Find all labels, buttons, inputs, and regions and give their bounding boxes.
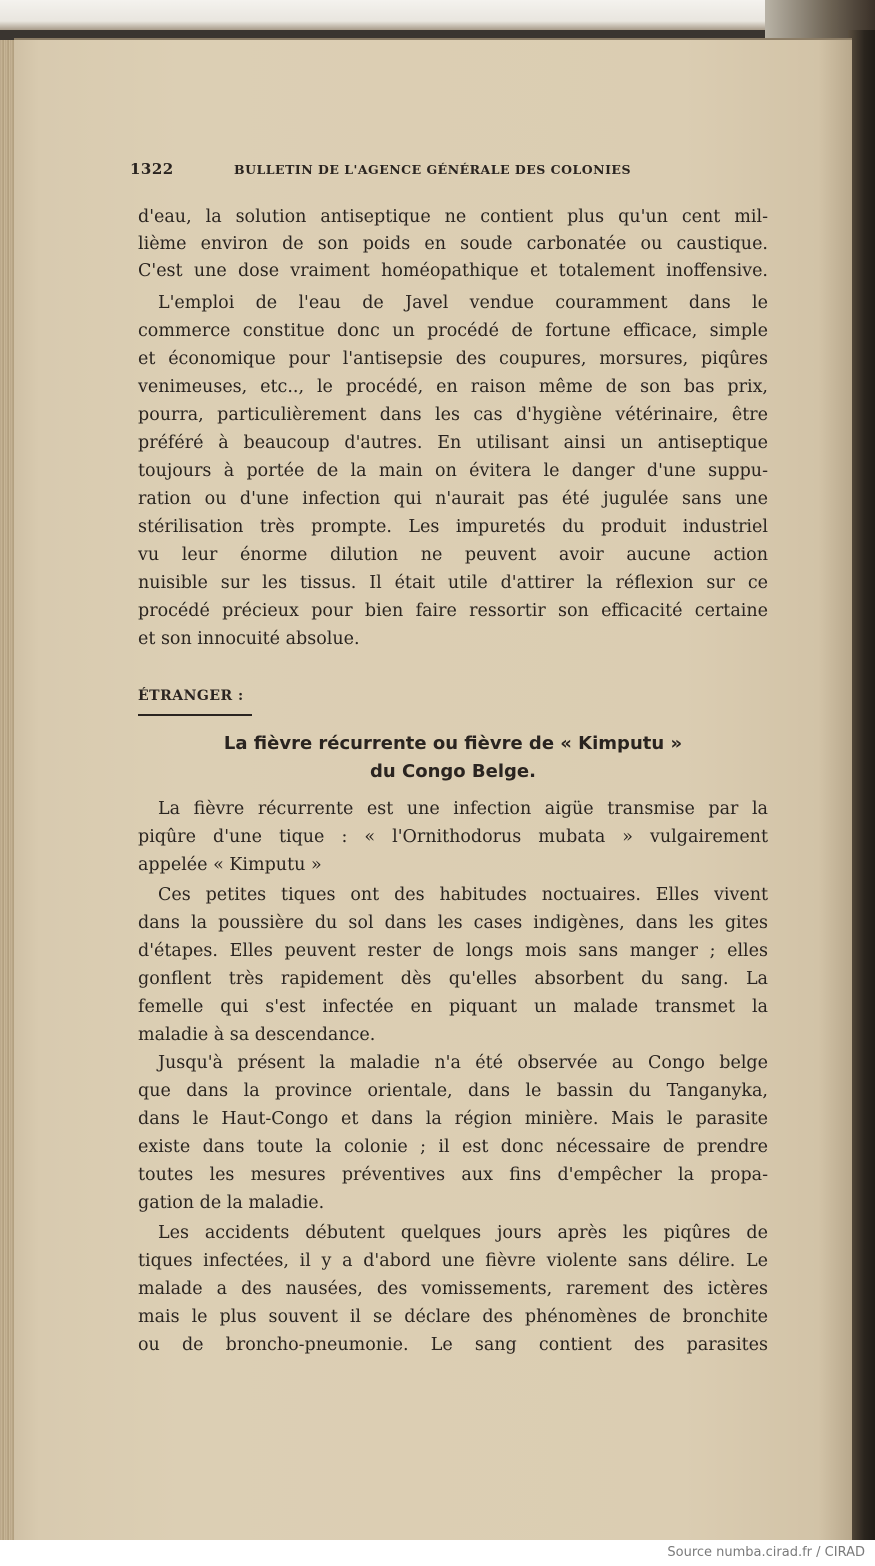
text-line: appelée « Kimputu »	[138, 855, 322, 875]
text-line: piqûre d'une tique : « l'Ornithodorus mubata » vulgairement	[138, 827, 768, 847]
text-line: C'est une dose vraiment homéopathique et totalement inoffensive.	[138, 261, 768, 281]
text-line: commerce constitue donc un procédé de fortune efficace, simple	[138, 321, 768, 341]
article-title-line2: du Congo Belge.	[370, 761, 536, 782]
text-line: tiques infectées, il y a d'abord une fièvre violente sans délire. Le	[138, 1251, 768, 1271]
text-line: maladie à sa descendance.	[138, 1025, 376, 1045]
scanner-bed-top	[0, 0, 875, 30]
text-line: ration ou d'une infection qui n'aurait pas été jugulée sans une	[138, 489, 768, 509]
running-title: BULLETIN DE L'AGENCE GÉNÉRALE DES COLONIES	[234, 162, 631, 177]
text-line: procédé précieux pour bien faire ressortir son efficacité certaine	[138, 601, 768, 621]
text-line: gation de la maladie.	[138, 1193, 325, 1213]
text-line: lième environ de son poids en soude carbonatée ou caustique.	[138, 234, 768, 254]
section-label: ÉTRANGER :	[138, 688, 244, 704]
text-line: venimeuses, etc.., le procédé, en raison même de son bas prix,	[138, 377, 768, 397]
source-credit: Source numba.cirad.fr / CIRAD	[667, 1545, 865, 1560]
section-underline	[138, 714, 252, 716]
text-line: vu leur énorme dilution ne peuvent avoir aucune action	[138, 545, 768, 565]
text-line: nuisible sur les tissus. Il était utile d'attirer la réflexion sur ce	[138, 573, 768, 593]
text-line: dans la poussière du sol dans les cases indigènes, dans les gites	[138, 913, 768, 933]
text-line: mais le plus souvent il se déclare des phénomènes de bronchite	[138, 1307, 768, 1327]
text-line: stérilisation très prompte. Les impuretés du produit industriel	[138, 517, 768, 537]
text-line: et économique pour l'antisepsie des coupures, morsures, piqûres	[138, 349, 768, 369]
text-line: pourra, particulièrement dans les cas d'hygiène vétérinaire, être	[138, 405, 768, 425]
text-line: toujours à portée de la main on évitera le danger d'une suppu-	[138, 461, 768, 481]
text-line: d'étapes. Elles peuvent rester de longs mois sans manger ; elles	[138, 941, 768, 961]
text-line: Jusqu'à présent la maladie n'a été observée au Congo belge	[158, 1053, 768, 1073]
text-line: d'eau, la solution antiseptique ne contient plus qu'un cent mil-	[138, 207, 768, 227]
page-number: 1322	[130, 160, 174, 178]
text-line: Les accidents débutent quelques jours après les piqûres de	[158, 1223, 768, 1243]
text-line: ou de broncho-pneumonie. Le sang contient des parasites	[138, 1335, 768, 1355]
text-line: malade a des nausées, des vomissements, rarement des ictères	[138, 1279, 768, 1299]
text-line: que dans la province orientale, dans le bassin du Tanganyka,	[138, 1081, 768, 1101]
text-line: préféré à beaucoup d'autres. En utilisant ainsi un antiseptique	[138, 433, 768, 453]
article-title-line1: La fièvre récurrente ou fièvre de « Kimputu »	[223, 733, 683, 754]
text-line: et son innocuité absolue.	[138, 629, 360, 649]
text-line: Ces petites tiques ont des habitudes noctuaires. Elles vivent	[158, 885, 768, 905]
text-line: dans le Haut-Congo et dans la région minière. Mais le parasite	[138, 1109, 768, 1129]
book-spine-shadow	[848, 30, 875, 1540]
text-line: existe dans toute la colonie ; il est donc nécessaire de prendre	[138, 1137, 768, 1157]
text-line: toutes les mesures préventives aux fins d'empêcher la propa-	[138, 1165, 768, 1185]
text-line: L'emploi de l'eau de Javel vendue couramment dans le	[158, 293, 768, 313]
text-line: gonflent très rapidement dès qu'elles absorbent du sang. La	[138, 969, 768, 989]
text-line: femelle qui s'est infectée en piquant un malade transmet la	[138, 997, 768, 1017]
text-line: La fièvre récurrente est une infection aigüe transmise par la	[158, 799, 768, 819]
